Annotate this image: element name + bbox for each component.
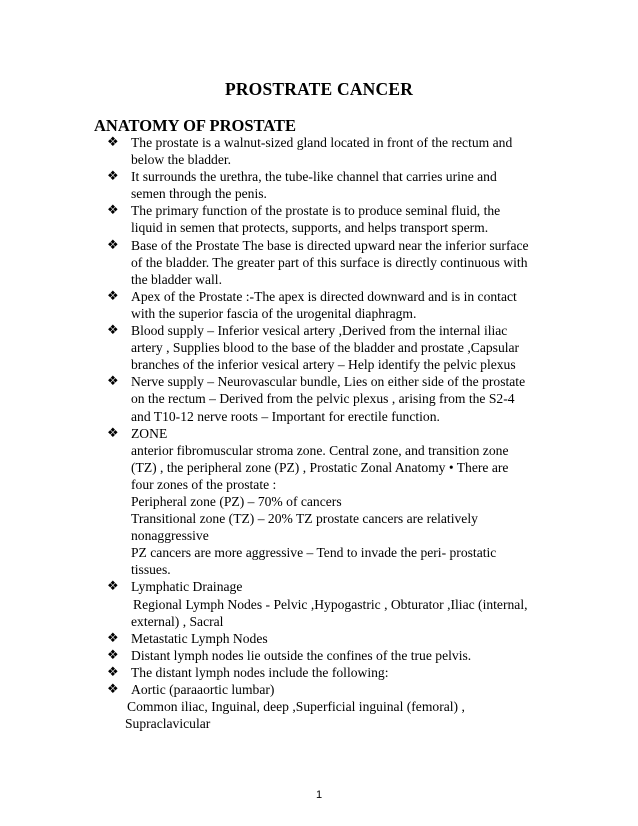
list-item-line: Lymphatic Drainage (131, 579, 243, 595)
list-item-line: anterior fibromuscular stroma zone. Central zone, and transition zone (131, 442, 509, 458)
list-item-line: with the superior fascia of the urogenital diaphragm. (131, 305, 417, 321)
list-item-line: Metastatic Lymph Nodes (131, 630, 268, 646)
diamond-bullet-icon: ❖ (107, 374, 119, 390)
list-item-line: nonaggressive (131, 528, 209, 544)
diamond-bullet-icon: ❖ (107, 630, 119, 646)
list-item (107, 202, 577, 236)
list-item-line: Distant lymph nodes lie outside the confines of the true pelvis. (131, 647, 472, 663)
list-item-line: below the bladder. (131, 152, 232, 168)
list-item (107, 168, 577, 202)
list-item-line: The primary function of the prostate is to produce seminal fluid, the (131, 203, 501, 219)
bullet-list (107, 134, 577, 732)
list-item (107, 288, 577, 322)
list-item-line: four zones of the prostate : (131, 476, 277, 492)
list-item (107, 681, 577, 732)
diamond-bullet-icon: ❖ (107, 579, 119, 595)
list-item-line: ZONE (131, 425, 168, 441)
list-item-line: Regional Lymph Nodes - Pelvic ,Hypogastric , Obturator ,Iliac (internal, (133, 596, 528, 612)
list-item-line: Blood supply – Inferior vesical artery ,Derived from the internal iliac (131, 323, 508, 339)
list-item-line: liquid in semen that protects, supports, and helps transport sperm. (131, 220, 489, 236)
section-heading: ANATOMY OF PROSTATE (94, 116, 296, 135)
list-item (107, 647, 577, 664)
diamond-bullet-icon: ❖ (107, 237, 119, 253)
page-title: PROSTRATE CANCER (224, 79, 414, 99)
list-item-line: It surrounds the urethra, the tube-like channel that carries urine and (131, 169, 497, 185)
diamond-bullet-icon: ❖ (107, 323, 119, 339)
list-item-line: branches of the inferior vesical artery – Help identify the pelvic plexus (131, 357, 516, 373)
list-item-line: Peripheral zone (PZ) – 70% of cancers (131, 493, 342, 509)
list-item-line: Base of the Prostate The base is directed upward near the inferior surface (131, 237, 529, 253)
list-item (107, 664, 577, 681)
list-item (107, 134, 577, 168)
diamond-bullet-icon: ❖ (107, 288, 119, 304)
list-item-line: the bladder wall. (131, 271, 222, 287)
list-item-line: PZ cancers are more aggressive – Tend to invade the peri- prostatic (131, 545, 497, 561)
list-item-line: Common iliac, Inguinal, deep ,Superficial inguinal (femoral) , (127, 699, 465, 715)
list-item (107, 425, 577, 579)
list-item (107, 630, 577, 647)
diamond-bullet-icon: ❖ (107, 169, 119, 185)
list-item-line: semen through the penis. (131, 186, 267, 202)
list-item (107, 322, 577, 373)
list-item (107, 578, 577, 629)
list-item (107, 373, 577, 424)
list-item-line: (TZ) , the peripheral zone (PZ) , Prostatic Zonal Anatomy • There are (131, 459, 509, 475)
diamond-bullet-icon: ❖ (107, 682, 119, 697)
list-item-line: on the rectum – Derived from the pelvic plexus , arising from the S2-4 (131, 391, 515, 407)
list-item-line: The distant lymph nodes include the following: (131, 664, 389, 680)
list-item-line: Apex of the Prostate :-The apex is directed downward and is in contact (131, 288, 517, 304)
list-item-line: tissues. (131, 562, 171, 578)
diamond-bullet-icon: ❖ (107, 425, 119, 441)
diamond-bullet-icon: ❖ (107, 203, 119, 219)
diamond-bullet-icon: ❖ (107, 664, 119, 680)
list-item (107, 237, 577, 288)
diamond-bullet-icon: ❖ (107, 135, 119, 150)
list-item-line: Supraclavicular (125, 716, 211, 732)
list-item-line: The prostate is a walnut-sized gland located in front of the rectum and (131, 135, 513, 150)
list-item-line: Nerve supply – Neurovascular bundle, Lies on either side of the prostate (131, 374, 526, 390)
list-item-line: external) , Sacral (131, 613, 224, 629)
list-item-line: and T10-12 nerve roots – Important for erectile function. (131, 408, 440, 424)
diamond-bullet-icon: ❖ (107, 647, 119, 663)
list-item-line: of the bladder. The greater part of this surface is directly continuous with (131, 254, 528, 270)
list-item-line: Transitional zone (TZ) – 20% TZ prostate cancers are relatively (131, 511, 478, 527)
list-item-line: Aortic (paraaortic lumbar) (131, 682, 275, 697)
list-item-line: artery , Supplies blood to the base of the bladder and prostate ,Capsular (131, 340, 520, 356)
page-number: 1 (315, 789, 323, 801)
